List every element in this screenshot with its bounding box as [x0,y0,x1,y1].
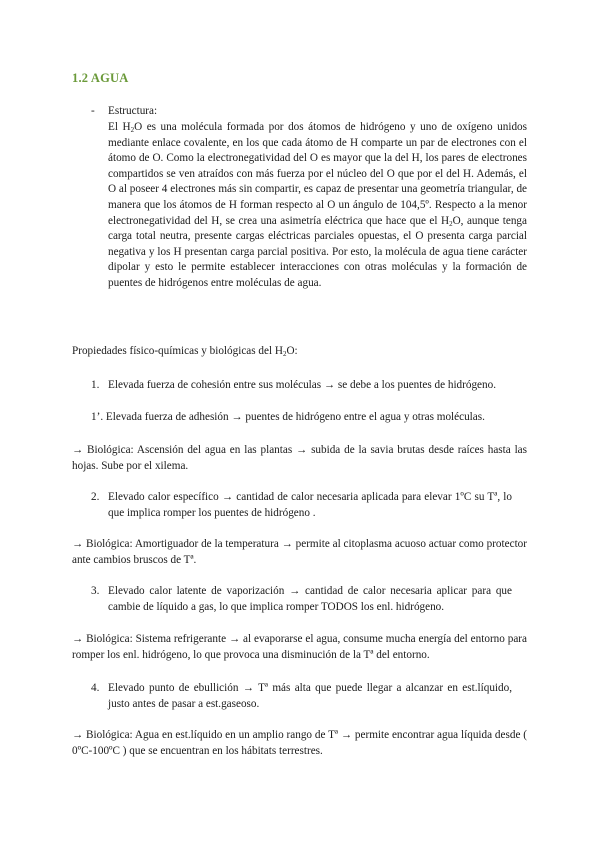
structure-paragraph [108,120,527,292]
properties-title-text-1: Propiedades físico-químicas y biológicas del H [72,345,283,357]
list-item-adhesion [91,410,531,426]
list-item-text: Elevada fuerza de adhesión → puentes de hidrógeno entre el agua y otras moléculas. [105,411,485,423]
structure-label: Estructura: [108,105,158,117]
structure-text-1: El H [108,121,131,133]
list-item-number: 1’. [91,411,104,423]
section-heading: 1.2 AGUA [72,71,129,85]
structure-text-3: O, aunque tenga carga total neutra, presente cargas eléctricas parciales opuestas, el O presenta carga parcial negativa y los H presentan carga parcial positiva. Por esto, la molécula de agua tiene carácter dipolar y esto le permite establecer interacciones con otras moléculas y la formación de puentes de hidrógenos entre moléculas de agua. [108,214,527,289]
structure-subscript-1: 2 [130,126,135,134]
list-item-text: Elevado punto de ebullición → Tª más alta que puede llegar a alcanzar en est.líquido, justo antes de pasar a est.gaseoso. [108,682,512,710]
list-item-number: 3. [91,585,100,597]
properties-title-subscript: 2 [282,350,287,358]
biological-note: → Biológica: Sistema refrigerante → al evaporarse el agua, consume mucha energía del entorno para romper los enl. hidrógeno, lo que provoca una disminución de la Tª del entorno. [72,633,527,661]
properties-title [72,344,298,360]
biological-note: → Biológica: Agua en est.líquido en un amplio rango de Tª → permite encontrar agua líquida desde ( 0ºC-100ºC ) que se encuentran en los hábitats terrestres. [72,729,527,757]
structure-bullet: - [91,105,95,117]
list-item-number: 1. [91,379,100,391]
properties-title-text-2: O: [286,345,298,357]
structure-subscript-2: 2 [449,219,453,228]
list-item-number: 4. [91,682,100,694]
biological-note: → Biológica: Amortiguador de la temperatura → permite al citoplasma acuoso actuar como protector ante cambios bruscos de Tª. [72,538,527,566]
list-item-text: Elevado calor específico → cantidad de calor necesaria aplicada para elevar 1ºC su Tª, lo que implica romper los puentes de hidrógeno . [108,491,512,519]
structure-text-2: O es una molécula formada por dos átomos de hidrógeno y uno de oxígeno unidos mediante enlace covalente, en los que cada átomo de H comparte un par de electrones con el átomo de O. Como la electronegatividad del O es mayor que la del H, los pares de electrones compartidos se ven atraídos con más fuerza por el núcleo del O que por el del H. Además, el O al poseer 4 electrones más sin compartir, es capaz de presentar una geometría triangular, de manera que los átomos de H forman respecto al O un ángulo de 104,5º. Respecto a la menor electronegatividad del H, se crea una asimetría eléctrica que hace que el H [108,121,527,227]
list-item-text: Elevado calor latente de vaporización → cantidad de calor necesaria aplicar para que cambie de líquido a gas, lo que implica romper TODOS los enl. hidrógeno. [108,585,512,613]
biological-note: → Biológica: Ascensión del agua en las plantas → subida de la savia brutas desde raíces hasta las hojas. Sube por el xilema. [72,444,527,472]
list-item-number: 2. [91,491,100,503]
list-item-text: Elevada fuerza de cohesión entre sus moléculas → se debe a los puentes de hidrógeno. [108,379,497,391]
